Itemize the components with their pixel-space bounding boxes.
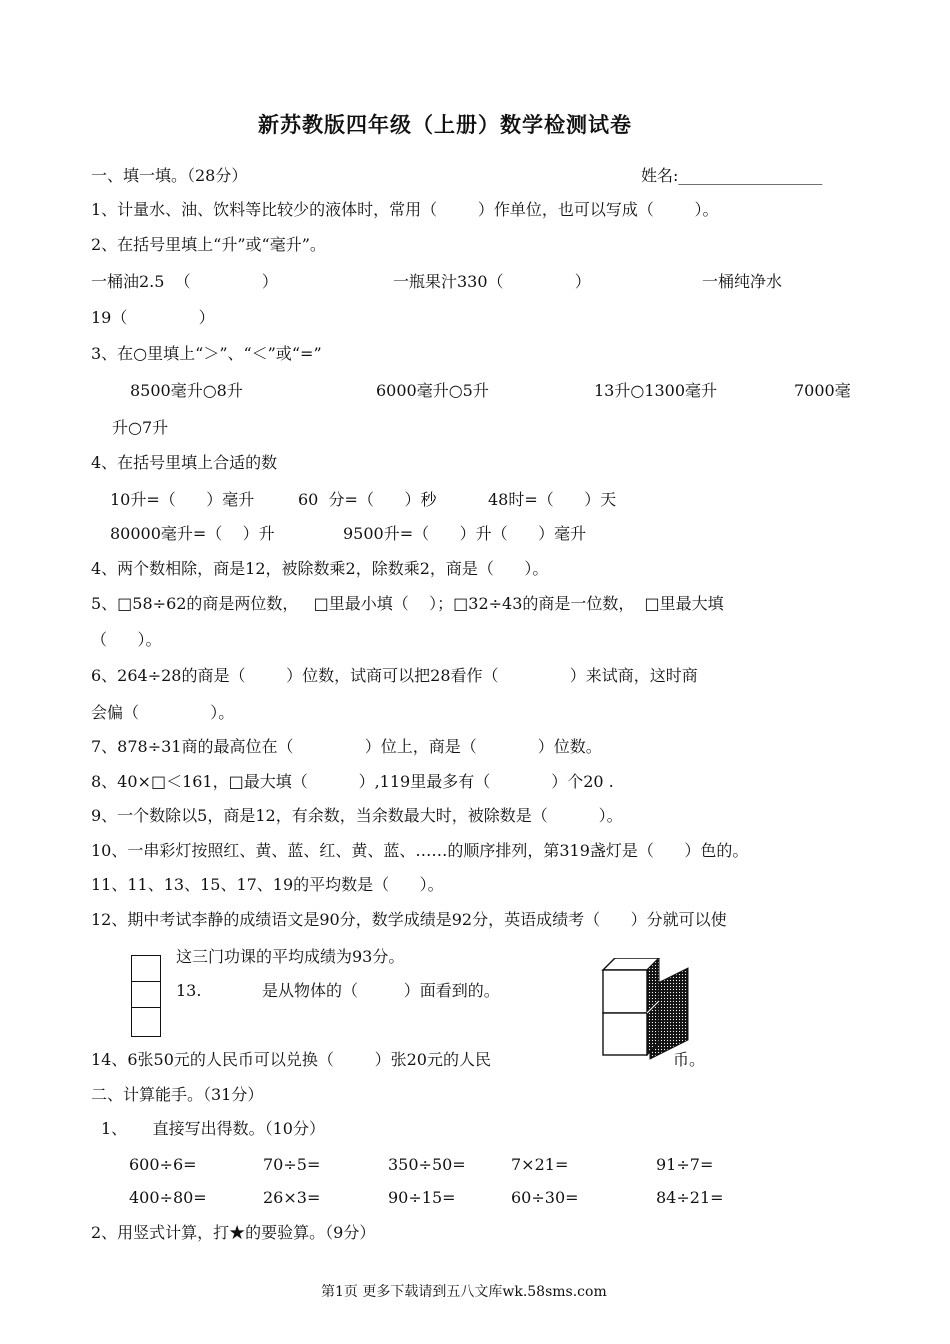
question-3-a: 8500毫升○8升 [130,381,243,400]
question-6-line2: 会偏（ ）。 [91,703,235,722]
question-5-line2: （ ）。 [91,630,162,649]
question-10: 10、一串彩灯按照红、黄、蓝、红、黄、蓝、……的顺序排列，第319盏灯是（ ）色的。 [91,841,749,860]
question-4a-e: 9500升=（ ）升（ ）毫升 [343,524,587,543]
question-3-b: 6000毫升○5升 [376,381,489,400]
question-1: 1、计量水、油、饮料等比较少的液体时，常用（ ）作单位，也可以写成（ ）。 [91,200,719,219]
question-13-text: 是从物体的（ ）面看到的。 [262,981,500,1000]
view-square-middle [131,981,161,1010]
question-11: 11、11、13、15、17、19的平均数是（ ）。 [91,875,444,894]
question-4a-stem: 4、在括号里填上合适的数 [91,453,278,472]
question-14-text: 14、6张50元的人民币可以兑换（ ）张20元的人民 [91,1050,491,1069]
calc-r1-c3: 350÷50= [388,1155,466,1174]
page-footer: 第1页 更多下载请到五八文库wk.58sms.com [321,1284,607,1300]
question-4a-a: 10升=（ ）毫升 [110,490,255,509]
question-4b: 4、两个数相除，商是12，被除数乘2，除数乘2，商是（ ）。 [91,559,549,578]
question-13-number: 13. [176,981,202,1000]
cube-stack-figure [600,958,696,1064]
question-4a-c: 48时=（ ）天 [488,490,617,509]
section2-heading: 二、计算能手。（31分） [91,1085,264,1104]
question-4a-b: 60 分=（ ）秒 [298,490,437,509]
question-7: 7、878÷31商的最高位在（ ）位上，商是（ ）位数。 [91,737,602,756]
question-4a-d: 80000毫升=（ ）升 [110,524,275,543]
section2-sub1: 1、 直接写出得数。（10分） [101,1119,325,1138]
calc-r1-c4: 7×21= [511,1155,569,1174]
question-12-line1: 12、期中考试李静的成绩语文是90分，数学成绩是92分，英语成绩考（ ）分就可以使 [91,910,727,929]
calc-r1-c2: 70÷5= [263,1155,321,1174]
question-14-end: 币。 [673,1050,706,1069]
section1-heading: 一、填一填。（28分） [91,166,248,185]
question-2-d: 19（ ） [91,308,215,327]
question-8: 8、40×□＜161，□最大填（ ）,119里最多有（ ）个20 . [91,772,614,791]
view-square-bottom [131,1007,161,1037]
calc-r1-c5: 91÷7= [656,1155,714,1174]
question-2-stem: 2、在括号里填上“升”或“毫升”。 [91,235,326,254]
question-3-stem: 3、在○里填上“＞”、“＜”或“=” [91,344,322,363]
question-9: 9、一个数除以5，商是12，有余数，当余数最大时，被除数是（ ）。 [91,806,623,825]
question-2-a: 一桶油2.5 （ ） [91,272,278,291]
question-2-b: 一瓶果汁330（ ） [393,272,591,291]
calc-r2-c5: 84÷21= [656,1188,724,1207]
calc-r2-c2: 26×3= [263,1188,321,1207]
name-label: 姓名:__________________ [641,166,823,185]
section2-sub2: 2、用竖式计算，打★的要验算。（9分） [91,1223,376,1242]
view-square-top [131,955,161,984]
cube-front-column [603,958,659,1055]
question-5-line1: 5、□58÷62的商是两位数， □里最小填（ ）；□32÷43的商是一位数， □里最大填 [91,594,724,613]
calc-r1-c1: 600÷6= [129,1155,197,1174]
question-6-line1: 6、264÷28的商是（ ）位数，试商可以把28看作（ ）来试商，这时商 [91,666,698,685]
question-12-line2: 这三门功课的平均成绩为93分。 [176,947,405,966]
calc-r2-c1: 400÷80= [129,1188,207,1207]
question-3-d1: 7000毫 [794,381,851,400]
question-3-d2: 升○7升 [112,418,169,437]
question-2-c: 一桶纯净水 [702,272,783,291]
question-3-c: 13升○1300毫升 [594,381,718,400]
page-title: 新苏教版四年级（上册）数学检测试卷 [258,112,632,137]
calc-r2-c3: 90÷15= [388,1188,456,1207]
calc-r2-c4: 60÷30= [511,1188,579,1207]
